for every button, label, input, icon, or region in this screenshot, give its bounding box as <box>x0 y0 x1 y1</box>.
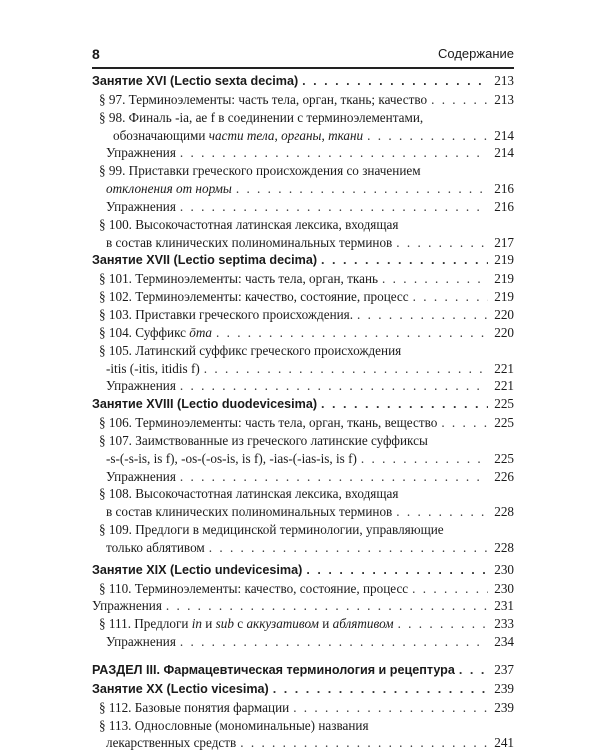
toc-page-number: 216 <box>494 198 514 214</box>
toc-page-number: 230 <box>494 561 514 577</box>
toc-page-number: 214 <box>494 145 514 161</box>
toc-page-number: 213 <box>494 91 514 107</box>
toc-entry-103[interactable]: § 103. Приставки греческого происхождения. . . . 220 <box>92 306 514 324</box>
toc-entry-111[interactable]: § 111. Предлоги in и sub с аккузативом и аблятивом . . . 233 <box>92 615 514 633</box>
toc-page-number: 226 <box>494 468 514 484</box>
toc-entry-99[interactable]: § 99. Приставки греческого происхождения со значением отклонения от нормы . . . 216 <box>92 162 514 198</box>
toc-page-number: 230 <box>494 580 514 596</box>
toc-entry-104[interactable]: § 104. Суффикс ōma . . . 220 <box>92 324 514 342</box>
toc-exercises[interactable]: Упражнения . . . 216 <box>92 198 514 216</box>
toc-lesson-19[interactable]: Занятие XIX (Lectio undevicesima) . . . 230 <box>92 561 514 580</box>
toc-exercises[interactable]: Упражнения . . . 226 <box>92 468 514 486</box>
toc-page-number: 225 <box>494 415 514 431</box>
toc-entry-112[interactable]: § 112. Базовые понятия фармации . . . 239 <box>92 699 514 717</box>
toc-entry-110[interactable]: § 110. Терминоэлементы: качество, состояние, процесс . . . 230 <box>92 580 514 598</box>
toc-page-number: 228 <box>494 539 514 555</box>
toc-lesson-17[interactable]: Занятие XVII (Lectio septima decima) . . . 219 <box>92 251 514 270</box>
toc-page-number: 225 <box>494 396 514 412</box>
page-number: 8 <box>92 46 100 62</box>
toc-page-number: 219 <box>494 252 514 268</box>
toc-exercises[interactable]: Упражнения . . . 231 <box>92 597 514 615</box>
toc-exercises[interactable]: Упражнения . . . 214 <box>92 144 514 162</box>
toc-page-number: 225 <box>494 450 514 466</box>
toc-entry-113[interactable]: § 113. Однословные (мономинальные) названия лекарственных средств . . . 241 <box>92 717 514 752</box>
page-header <box>92 46 514 66</box>
toc-entry-101[interactable]: § 101. Терминоэлементы: часть тела, орган, ткань . . . 219 <box>92 270 514 288</box>
toc-entry-109[interactable]: § 109. Предлоги в медицинской терминологии, управляющие только аблятивом . . . 228 <box>92 521 514 557</box>
toc-lesson-16[interactable]: Занятие XVI (Lectio sexta decima) . . . 213 <box>92 72 514 91</box>
toc-lesson-20[interactable]: Занятие XX (Lectio vicesima) . . . 239 <box>92 680 514 699</box>
toc-entry-97[interactable]: § 97. Терминоэлементы: часть тела, орган, ткань; качество . . . 213 <box>92 91 514 109</box>
header-rule <box>92 67 514 69</box>
toc-lesson-18[interactable]: Занятие XVIII (Lectio duodevicesima) . . . 225 <box>92 395 514 414</box>
toc-part-3[interactable]: РАЗДЕЛ III. Фармацевтическая терминология и рецептура . . . 237 <box>92 661 514 680</box>
toc-page-number: 239 <box>494 699 514 715</box>
toc-page-number: 239 <box>494 680 514 696</box>
toc-page-number: 221 <box>494 360 514 376</box>
toc-page-number: 241 <box>494 735 514 751</box>
toc-page-number: 217 <box>494 234 514 250</box>
toc-page-number: 221 <box>494 378 514 394</box>
toc-page-number: 228 <box>494 504 514 520</box>
toc-entry-105[interactable]: § 105. Латинский суффикс греческого происхождения -itis (-itis, itidis f) . . . 221 <box>92 342 514 378</box>
toc-page-number: 233 <box>494 616 514 632</box>
toc-exercises[interactable]: Упражнения . . . 221 <box>92 377 514 395</box>
table-of-contents <box>92 72 514 752</box>
toc-entry-108[interactable]: § 108. Высокочастотная латинская лексика, входящая в состав клинических полиноминальных терминов . . . 228 <box>92 485 514 521</box>
toc-page-number: 219 <box>494 289 514 305</box>
toc-page-number: 219 <box>494 271 514 287</box>
toc-entry-106[interactable]: § 106. Терминоэлементы: часть тела, орган, ткань, вещество . . . 225 <box>92 414 514 432</box>
toc-entry-98[interactable]: § 98. Финаль -ia, ae f в соединении с терминоэлементами, обозначающими части тела, органы, ткани . . . 214 <box>92 109 514 145</box>
toc-page-number: 234 <box>494 634 514 650</box>
toc-page-number: 213 <box>494 73 514 88</box>
toc-exercises[interactable]: Упражнения . . . 234 <box>92 633 514 651</box>
toc-page-number: 237 <box>494 662 514 677</box>
toc-page-number: 214 <box>494 127 514 143</box>
toc-page-number: 220 <box>494 324 514 340</box>
toc-page-number: 231 <box>494 598 514 614</box>
toc-page-number: 216 <box>494 181 514 197</box>
toc-entry-100[interactable]: § 100. Высокочастотная латинская лексика, входящая в состав клинических полиноминальных терминов . . . 217 <box>92 216 514 252</box>
toc-page-number: 220 <box>494 306 514 322</box>
toc-entry-107[interactable]: § 107. Заимствованные из греческого латинские суффиксы -s-(-s-is, is f), -os-(-os-is, is f), -ias-(-ias-is, is f) . . . 225 <box>92 432 514 468</box>
toc-entry-102[interactable]: § 102. Терминоэлементы: качество, состояние, процесс . . . 219 <box>92 288 514 306</box>
running-title: Содержание <box>438 46 514 61</box>
